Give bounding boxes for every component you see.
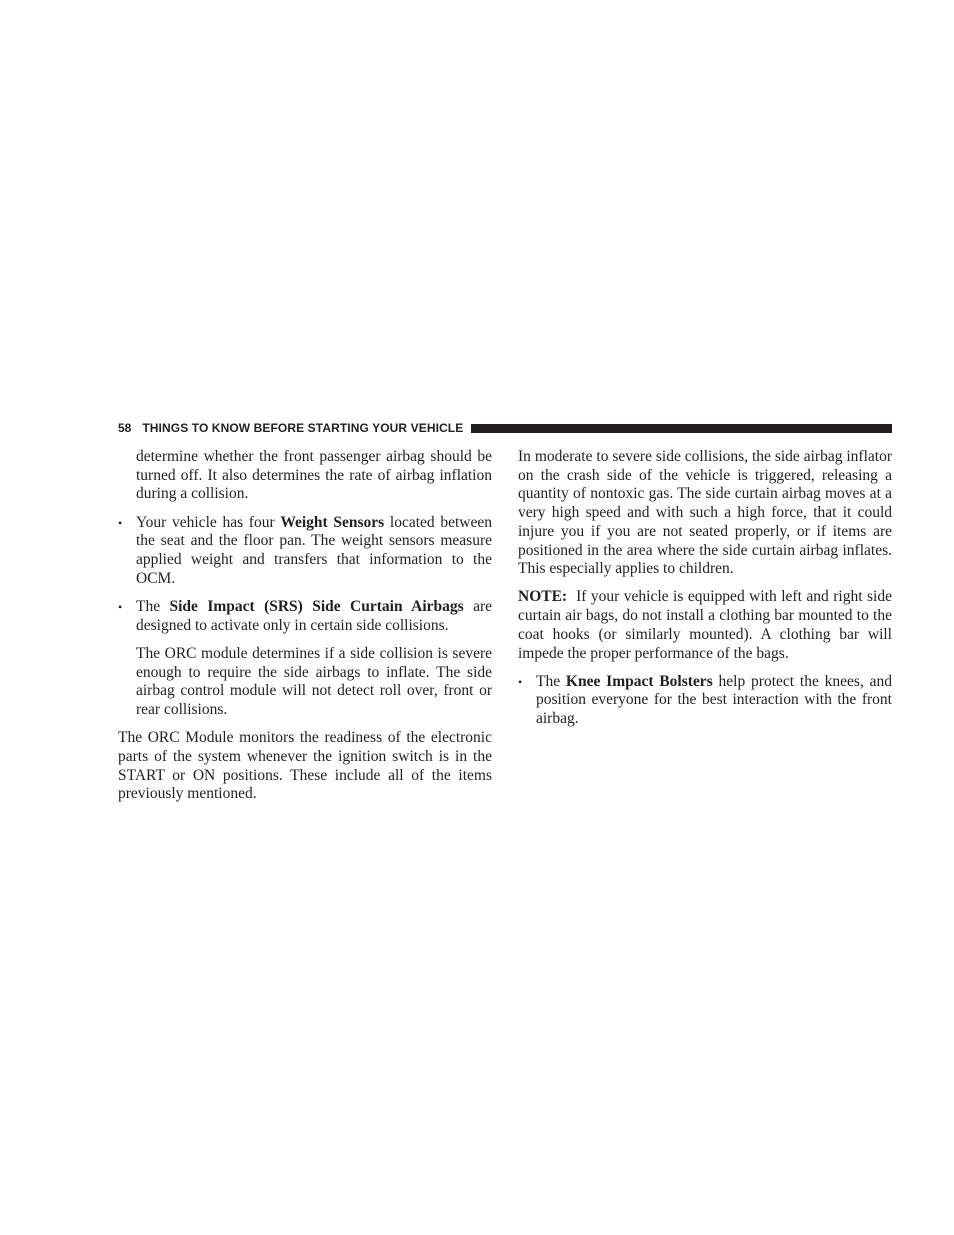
orc-module-paragraph: The ORC Module monitors the readiness of the electronic parts of the system whenever the ignition switch is in the START or ON positions. These include all of the items previously mentioned. — [118, 729, 492, 803]
bullet-icon: • — [118, 515, 123, 530]
right-column — [518, 448, 896, 738]
bullet-side-curtain-airbags — [118, 598, 492, 635]
bullet-icon: • — [118, 599, 123, 614]
bullet-term: Weight Sensors — [280, 513, 385, 531]
bullet-term: Side Impact (SRS) Side Curtain Airbags — [169, 597, 464, 615]
side-collision-paragraph: In moderate to severe side collisions, the side airbag inflator on the crash side of the vehicle is triggered, releasing a quantity of nontoxic gas. The side curtain airbag moves at a very high speed and with such a high force, that it could injure you if you are not seated properly, or if items are positioned in the area where the side curtain airbag inflates. This especially applies to children. — [518, 448, 892, 578]
bullet-knee-impact-bolsters — [518, 673, 892, 729]
header-rule — [471, 424, 892, 433]
orc-side-collision-paragraph: The ORC module determines if a side collision is severe enough to require the side airbags to inflate. The side airbag control module will not detect roll over, front or rear collisions. — [136, 644, 492, 718]
bullet-icon: • — [518, 674, 523, 689]
bullet-term: Knee Impact Bolsters — [565, 672, 713, 690]
bullet-text-post: located between the seat and the floor pan. The weight sensors measure applied weight and transfers that information to the OCM. — [136, 513, 492, 587]
bullet-text-pre: Your vehicle has four — [136, 513, 281, 531]
note-text: If your vehicle is equipped with left and right side curtain air bags, do not install a clothing bar mounted to the coat hooks (or similarly mounted). A clothing bar will impede the proper performance of the bags. — [518, 588, 896, 662]
bullet-text-post: help protect the knees, and position everyone for the best interaction with the front airbag. — [536, 672, 893, 728]
page-header — [118, 419, 892, 437]
continued-paragraph: determine whether the front passenger airbag should be turned off. It also determines the rate of airbag inflation during a collision. — [136, 448, 492, 503]
note-paragraph — [518, 588, 896, 663]
bullet-weight-sensors — [118, 514, 492, 589]
left-column — [118, 448, 492, 813]
bullet-text-post: are designed to activate only in certain side collisions. — [136, 597, 492, 634]
bullet-text-pre: The — [136, 597, 170, 615]
section-title: THINGS TO KNOW BEFORE STARTING YOUR VEHICLE — [142, 421, 464, 435]
bullet-text-pre: The — [536, 672, 566, 690]
page-number: 58 — [118, 421, 132, 435]
note-label: NOTE: — [518, 588, 568, 606]
